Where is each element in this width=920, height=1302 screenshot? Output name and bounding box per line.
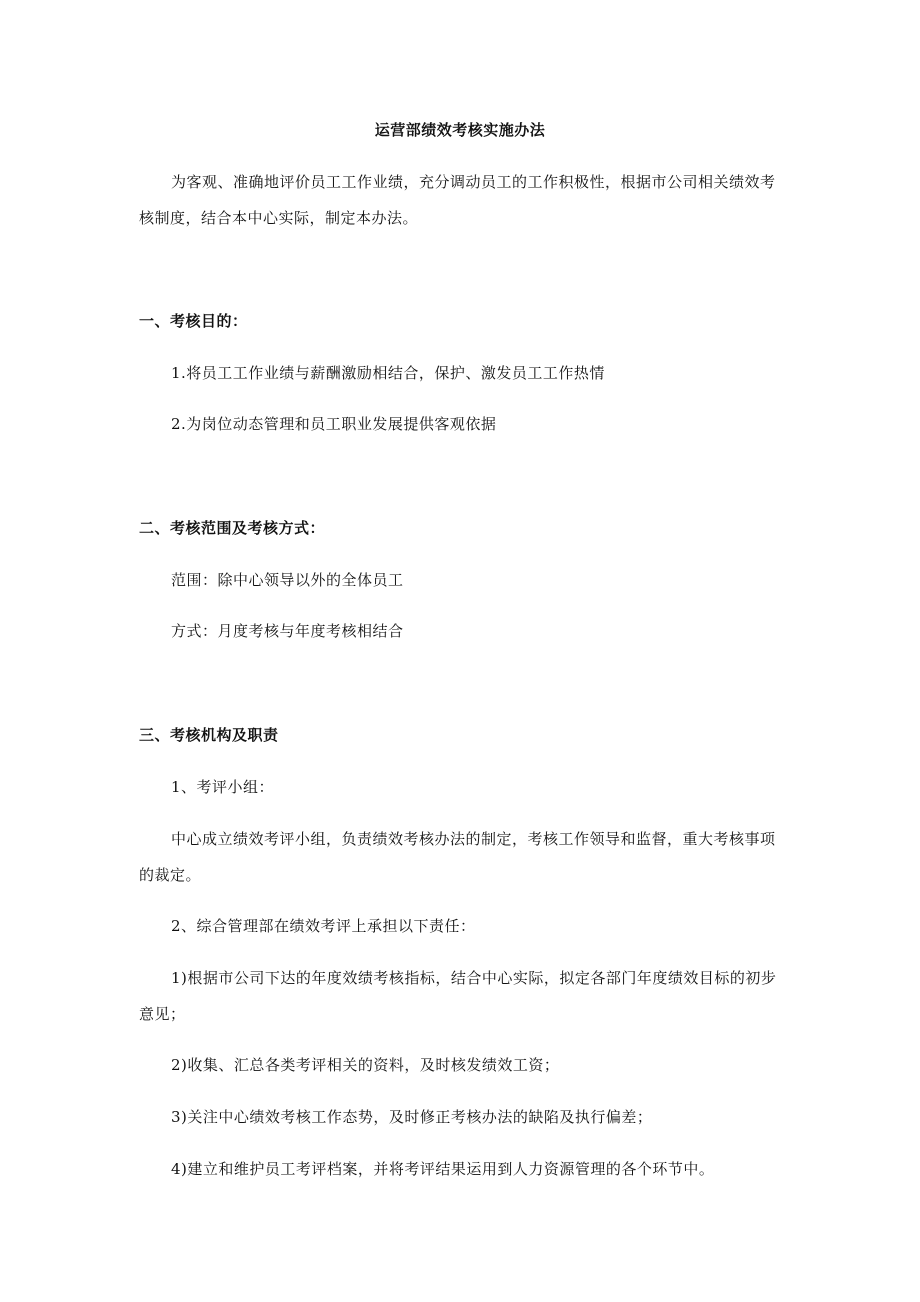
section2-scope: 范围：除中心领导以外的全体员工 — [171, 571, 404, 589]
section3-duty-3: 3)关注中心绩效考核工作态势，及时修正考核办法的缺陷及执行偏差； — [171, 1108, 653, 1126]
section3-sub2-title: 2、综合管理部在绩效考评上承担以下责任： — [171, 917, 476, 935]
section3-sub1-text: 中心成立绩效考评小组，负责绩效考核办法的制定，考核工作领导和监督，重大考核事项的裁定。 — [139, 830, 776, 884]
section3-heading: 三、考核机构及职责 — [139, 726, 279, 744]
section3-duty-2: 2)收集、汇总各类考评相关的资料，及时核发绩效工资； — [171, 1056, 560, 1074]
section3-duty-1: 1)根据市公司下达的年度效绩考核指标，结合中心实际，拟定各部门年度绩效目标的初步意见； — [139, 969, 777, 1023]
section1-heading: 一、考核目的： — [139, 312, 248, 330]
section1-item-2: 2.为岗位动态管理和员工职业发展提供客观依据 — [171, 415, 497, 433]
section2-method: 方式：月度考核与年度考核相结合 — [171, 622, 404, 640]
section2-heading: 二、考核范围及考核方式： — [139, 519, 326, 537]
section1-item-1: 1.将员工工作业绩与薪酬激励相结合，保护、激发员工工作热情 — [171, 364, 605, 382]
section3-sub1-title: 1、考评小组： — [171, 778, 275, 796]
section3-duty-4: 4)建立和维护员工考评档案，并将考评结果运用到人力资源管理的各个环节中。 — [171, 1160, 715, 1178]
document-title: 运营部绩效考核实施办法 — [374, 121, 546, 139]
intro-paragraph: 为客观、准确地评价员工工作业绩，充分调动员工的工作积极性，根据市公司相关绩效考核制度，结合本中心实际，制定本办法。 — [139, 173, 776, 227]
